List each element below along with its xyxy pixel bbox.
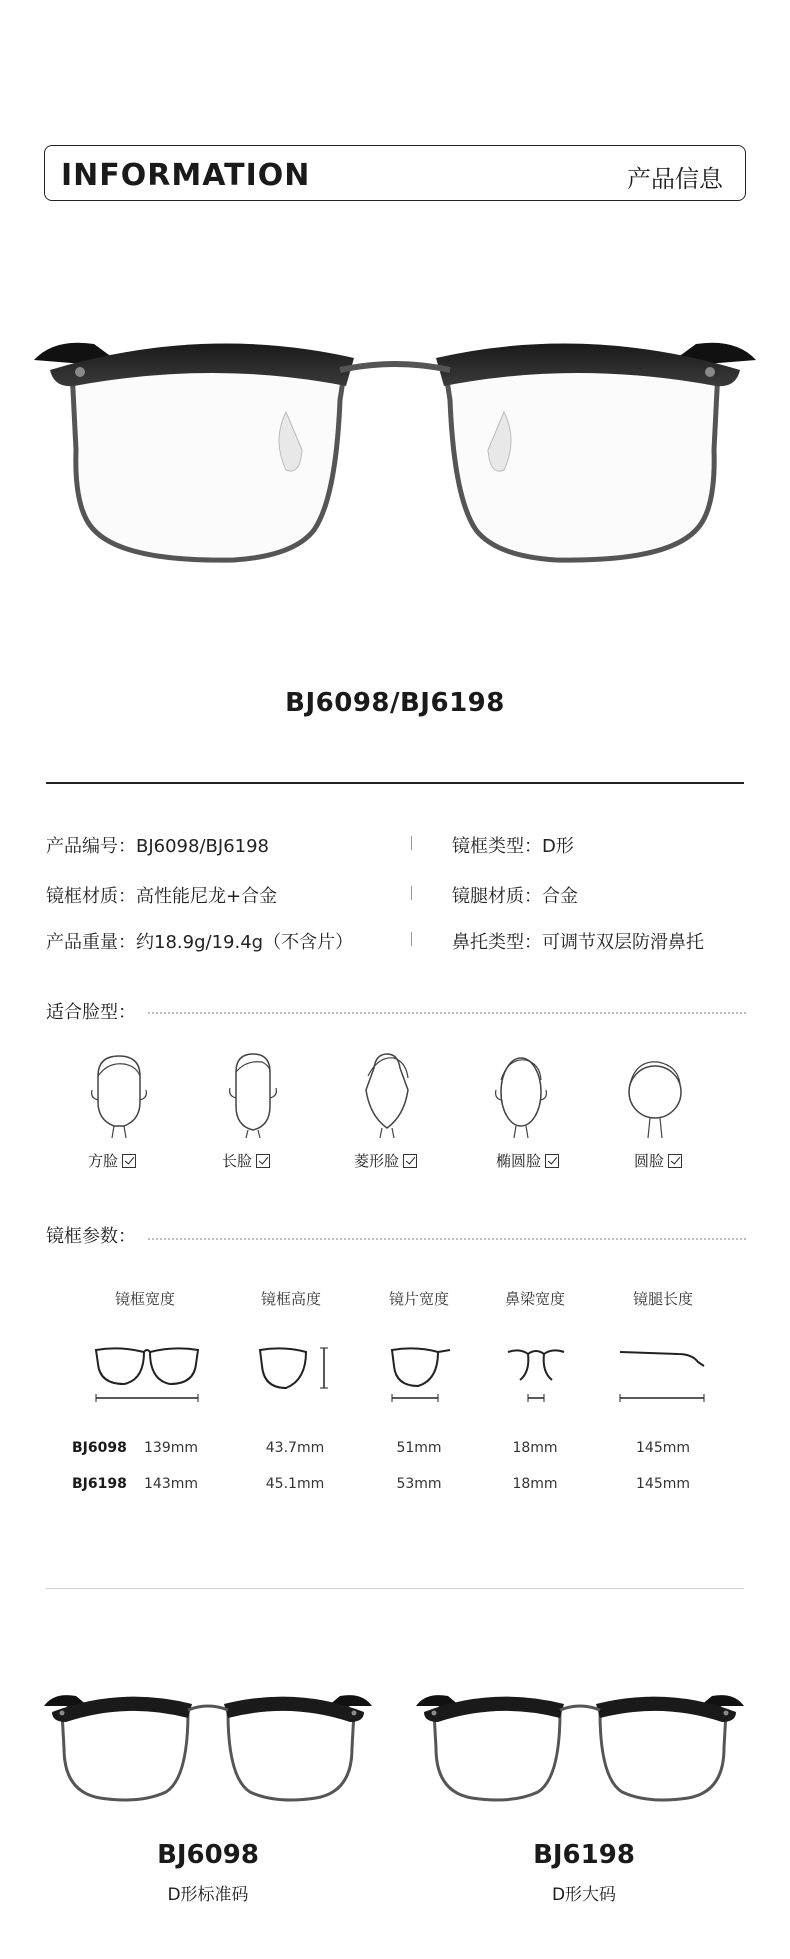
param-header-temple-length: 镜腿长度 — [632, 1290, 693, 1308]
spec-separator — [411, 886, 412, 900]
param-value: 53mm — [396, 1476, 442, 1492]
checkbox-icon — [256, 1154, 270, 1168]
face-label-square: 方脸 — [88, 1150, 136, 1171]
face-label-long: 长脸 — [222, 1150, 270, 1171]
param-row-model: BJ6198 — [72, 1476, 127, 1492]
spec-nose-pad: 鼻托类型：可调节双层防滑鼻托 — [452, 932, 704, 953]
param-section-label: 镜框参数： — [46, 1226, 136, 1247]
variant-desc-bj6198: D形大码 — [551, 1885, 617, 1905]
spec-product-code: 产品编号：BJ6098/BJ6198 — [46, 836, 269, 857]
spec-frame-type: 镜框类型：D形 — [452, 836, 574, 857]
dotted-leader — [148, 1238, 746, 1240]
variant-desc-bj6098: D形标准码 — [167, 1885, 249, 1905]
dotted-leader — [148, 1012, 746, 1014]
param-value: 45.1mm — [265, 1476, 325, 1492]
spec-weight: 产品重量：约18.9g/19.4g（不含片） — [46, 932, 354, 953]
frame-height-diagram — [254, 1338, 334, 1406]
param-header-frame-height: 镜框高度 — [260, 1290, 321, 1308]
glasses-bj6198-image — [412, 1688, 748, 1818]
param-value: 51mm — [396, 1440, 442, 1456]
lens-width-diagram — [386, 1338, 456, 1406]
face-section-label: 适合脸型： — [46, 1002, 136, 1023]
square-face-icon — [84, 1050, 154, 1138]
face-label-diamond: 菱形脸 — [354, 1150, 417, 1171]
divider — [46, 782, 744, 784]
round-face-icon — [620, 1050, 690, 1138]
spec-temple-material: 镜腿材质：合金 — [452, 886, 578, 907]
glasses-bj6098-image — [40, 1688, 376, 1818]
param-value: 18mm — [512, 1476, 558, 1492]
spec-separator — [411, 836, 412, 850]
divider — [46, 1588, 744, 1589]
param-value: 145mm — [636, 1440, 690, 1456]
face-label-oval: 椭圆脸 — [496, 1150, 559, 1171]
bridge-width-diagram — [506, 1338, 566, 1406]
param-header-lens-width: 镜片宽度 — [388, 1290, 449, 1308]
model-title: BJ6098/BJ6198 — [285, 688, 505, 718]
spec-frame-material: 镜框材质：高性能尼龙+合金 — [46, 886, 278, 907]
variant-title-bj6098: BJ6098 — [157, 1840, 259, 1870]
info-header — [44, 145, 746, 201]
param-header-bridge-width: 鼻梁宽度 — [504, 1290, 565, 1308]
checkbox-icon — [122, 1154, 136, 1168]
checkbox-icon — [545, 1154, 559, 1168]
diamond-face-icon — [352, 1050, 422, 1138]
param-value: 145mm — [636, 1476, 690, 1492]
param-value: 143mm — [144, 1476, 198, 1492]
oval-face-icon — [486, 1050, 556, 1138]
frame-width-diagram — [90, 1338, 204, 1406]
param-header-frame-width: 镜框宽度 — [114, 1290, 175, 1308]
param-value: 139mm — [144, 1440, 198, 1456]
param-row-model: BJ6098 — [72, 1440, 127, 1456]
glasses-front-image — [24, 330, 766, 590]
temple-length-diagram — [618, 1338, 708, 1406]
param-value: 43.7mm — [265, 1440, 325, 1456]
variant-title-bj6198: BJ6198 — [533, 1840, 635, 1870]
face-label-round: 圆脸 — [634, 1150, 682, 1171]
long-face-icon — [218, 1050, 288, 1138]
header-title-en: INFORMATION — [61, 158, 311, 193]
checkbox-icon — [403, 1154, 417, 1168]
param-value: 18mm — [512, 1440, 558, 1456]
spec-separator — [411, 932, 412, 946]
header-title-cn: 产品信息 — [627, 165, 723, 193]
checkbox-icon — [668, 1154, 682, 1168]
